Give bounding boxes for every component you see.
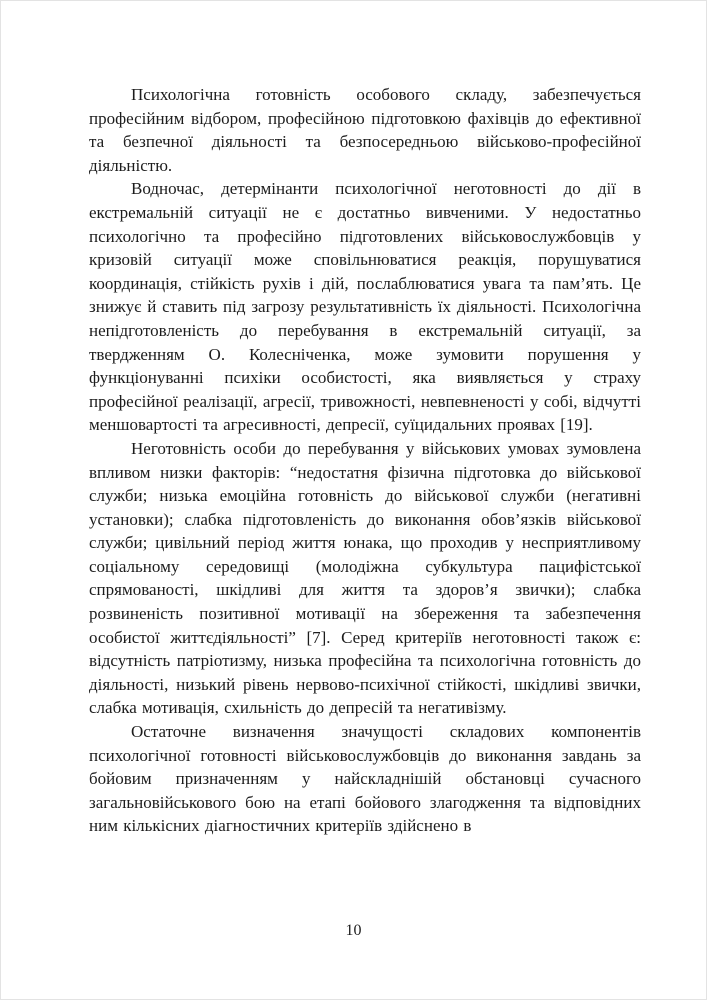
paragraph: Водночас, детермінанти психологічної неготовності до дії в екстремальній ситуації не є достатньо вивченими. У недостатньо психологічно та професійно підготовлених військовослужбовців у кризовій ситуації може сповільнюватися реакція, порушуватися координація, стійкість рухів і дій, послаблюватися увага та пам’ять. Це знижує й ставить під загрозу результативність їх діяльності. Психологічна непідготовленість до перебування в екстремальній ситуації, за твердженням О. Колесніченка, може зумовити порушення у функціонуванні психіки особистості, яка виявляється у страху професійної реалізації, агресії, тривожності, невпевненості у собі, відчутті меншовартості та агресивності, депресії, суїцидальних проявах [19].	[89, 179, 641, 435]
text-block	[89, 83, 641, 838]
paragraph: Неготовність особи до перебування у військових умовах зумовлена впливом низки факторів: “недостатня фізична підготовка до військової служби; низька емоційна готовність до військової служби (негативні установки); слабка підготовленість до виконання обов’язків військової служби; цивільний період життя юнака, що проходив у несприятливому соціальному середовищі (молодіжна субкультура пацифістської спрямованості, шкідливі для життя та здоров’я звички); слабка розвиненість позитивної мотивації на збереження та забезпечення особистої життєдіяльності” [7]. Серед критеріїв неготовності також є: відсутність патріотизму, низька професійна та психологічна готовність до діяльності, низький рівень нервово-психічної стійкості, шкідливі звички, слабка мотивація, схильність до депресій та негативізму.	[89, 438, 641, 718]
page-number: 10	[345, 922, 362, 939]
paragraph: Остаточне визначення значущості складових компонентів психологічної готовності військовослужбовців до виконання завдань за бойовим призначенням у найскладнішій обстановці сучасного загальновійськового бою на етапі бойового злагодження та відповідних ним кількісних діагностичних критеріїв здійснено в	[89, 722, 641, 836]
paragraph: Психологічна готовність особового складу, забезпечується професійним відбором, професійною підготовкою фахівців до ефективної та безпечної діяльності та безпосередньою військово-професійної діяльністю.	[89, 85, 641, 175]
